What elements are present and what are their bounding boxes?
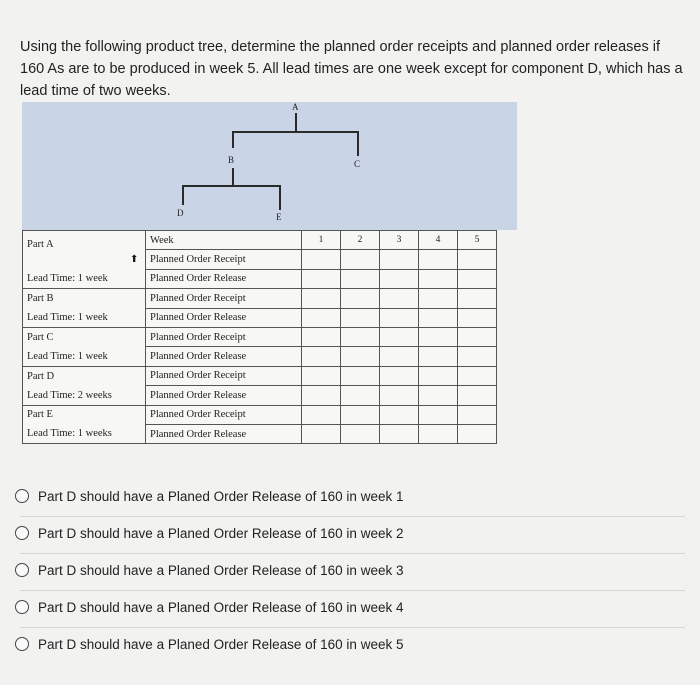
product-tree-figure <box>22 102 517 444</box>
table-cell <box>380 347 419 366</box>
part-c-name: Part C <box>23 327 146 346</box>
tree-line <box>182 185 184 205</box>
part-e-lead-time: Lead Time: 1 weeks <box>23 424 146 443</box>
table-cell <box>419 269 458 288</box>
option-label: Part D should have a Planed Order Release of 160 in week 2 <box>38 525 404 541</box>
part-a-lead-time: Lead Time: 1 week <box>23 269 146 288</box>
table-cell <box>419 327 458 346</box>
table-cell <box>302 424 341 443</box>
option-label: Part D should have a Planed Order Release of 160 in week 3 <box>38 562 404 578</box>
radio-icon[interactable] <box>15 637 29 651</box>
table-cell <box>302 386 341 405</box>
week-4-header: 4 <box>419 231 458 250</box>
tree-line <box>232 131 234 148</box>
table-cell <box>380 289 419 308</box>
part-c-receipt-label: Planned Order Receipt <box>146 327 302 346</box>
tree-line <box>357 131 359 156</box>
table-cell <box>380 424 419 443</box>
radio-icon[interactable] <box>15 563 29 577</box>
tree-node-e: E <box>276 212 282 222</box>
table-cell <box>419 424 458 443</box>
table-cell <box>419 347 458 366</box>
part-a-release-label: Planned Order Release <box>146 269 302 288</box>
week-3-header: 3 <box>380 231 419 250</box>
table-cell <box>419 250 458 269</box>
table-cell <box>458 366 497 385</box>
week-header: Week <box>146 231 302 250</box>
mouse-pointer-icon: ⬆ <box>130 254 139 265</box>
table-cell <box>302 366 341 385</box>
table-cell <box>341 327 380 346</box>
table-cell <box>341 308 380 327</box>
part-b-receipt-label: Planned Order Receipt <box>146 289 302 308</box>
tree-node-c: C <box>354 159 361 169</box>
table-cell <box>302 250 341 269</box>
radio-icon[interactable] <box>15 600 29 614</box>
table-cell <box>419 366 458 385</box>
option-label: Part D should have a Planed Order Release of 160 in week 5 <box>38 636 404 652</box>
table-cell <box>458 424 497 443</box>
tree-line <box>232 168 234 185</box>
part-a-label <box>23 250 146 269</box>
option-week-2[interactable] <box>15 515 685 551</box>
tree-node-a: A <box>292 102 299 112</box>
table-cell <box>380 308 419 327</box>
tree-node-b: B <box>228 155 235 165</box>
mrp-table <box>22 230 497 444</box>
part-b-name: Part B <box>23 289 146 308</box>
table-cell <box>458 289 497 308</box>
table-cell <box>458 327 497 346</box>
table-cell <box>419 308 458 327</box>
table-cell <box>458 308 497 327</box>
part-d-release-label: Planned Order Release <box>146 386 302 405</box>
option-week-3[interactable] <box>15 552 685 588</box>
option-label: Part D should have a Planed Order Release of 160 in week 4 <box>38 599 404 615</box>
table-cell <box>341 386 380 405</box>
part-b-release-label: Planned Order Release <box>146 308 302 327</box>
week-5-header: 5 <box>458 231 497 250</box>
table-cell <box>380 386 419 405</box>
part-d-name: Part D <box>23 366 146 385</box>
table-cell <box>458 386 497 405</box>
table-cell <box>341 347 380 366</box>
radio-icon[interactable] <box>15 489 29 503</box>
part-a-receipt-label: Planned Order Receipt <box>146 250 302 269</box>
week-1-header: 1 <box>302 231 341 250</box>
option-week-1[interactable] <box>15 478 685 514</box>
part-e-release-label: Planned Order Release <box>146 424 302 443</box>
week-2-header: 2 <box>341 231 380 250</box>
table-cell <box>341 366 380 385</box>
table-cell <box>458 347 497 366</box>
table-cell <box>380 405 419 424</box>
table-cell <box>341 250 380 269</box>
tree-line <box>182 185 280 187</box>
table-cell <box>302 308 341 327</box>
part-a-name: Part A <box>23 231 146 250</box>
part-b-lead-time: Lead Time: 1 week <box>23 308 146 327</box>
option-week-5[interactable] <box>15 626 685 662</box>
part-e-name: Part E <box>23 405 146 424</box>
radio-icon[interactable] <box>15 526 29 540</box>
tree-line <box>295 113 297 131</box>
table-cell <box>458 269 497 288</box>
table-cell <box>302 269 341 288</box>
table-cell <box>419 289 458 308</box>
part-d-lead-time: Lead Time: 2 weeks <box>23 386 146 405</box>
tree-node-d: D <box>177 208 184 218</box>
option-week-4[interactable] <box>15 589 685 625</box>
product-tree-diagram <box>22 102 517 230</box>
tree-line <box>232 131 358 133</box>
table-cell <box>380 327 419 346</box>
table-cell <box>380 250 419 269</box>
part-e-receipt-label: Planned Order Receipt <box>146 405 302 424</box>
option-label: Part D should have a Planed Order Release of 160 in week 1 <box>38 488 404 504</box>
tree-line <box>279 185 281 210</box>
table-cell <box>380 366 419 385</box>
table-cell <box>419 405 458 424</box>
table-cell <box>302 405 341 424</box>
table-cell <box>419 386 458 405</box>
table-cell <box>458 405 497 424</box>
part-d-receipt-label: Planned Order Receipt <box>146 366 302 385</box>
table-cell <box>341 424 380 443</box>
table-cell <box>341 269 380 288</box>
question-text: Using the following product tree, determine the planned order receipts and planned order releases if 160 As are to be produced in week 5. All lead times are one week except for component D, which has a lead time of two weeks. <box>20 39 683 99</box>
table-cell <box>380 269 419 288</box>
part-c-release-label: Planned Order Release <box>146 347 302 366</box>
table-cell <box>302 347 341 366</box>
table-cell <box>341 289 380 308</box>
table-cell <box>458 250 497 269</box>
table-cell <box>302 289 341 308</box>
part-c-lead-time: Lead Time: 1 week <box>23 347 146 366</box>
table-cell <box>302 327 341 346</box>
table-cell <box>341 405 380 424</box>
